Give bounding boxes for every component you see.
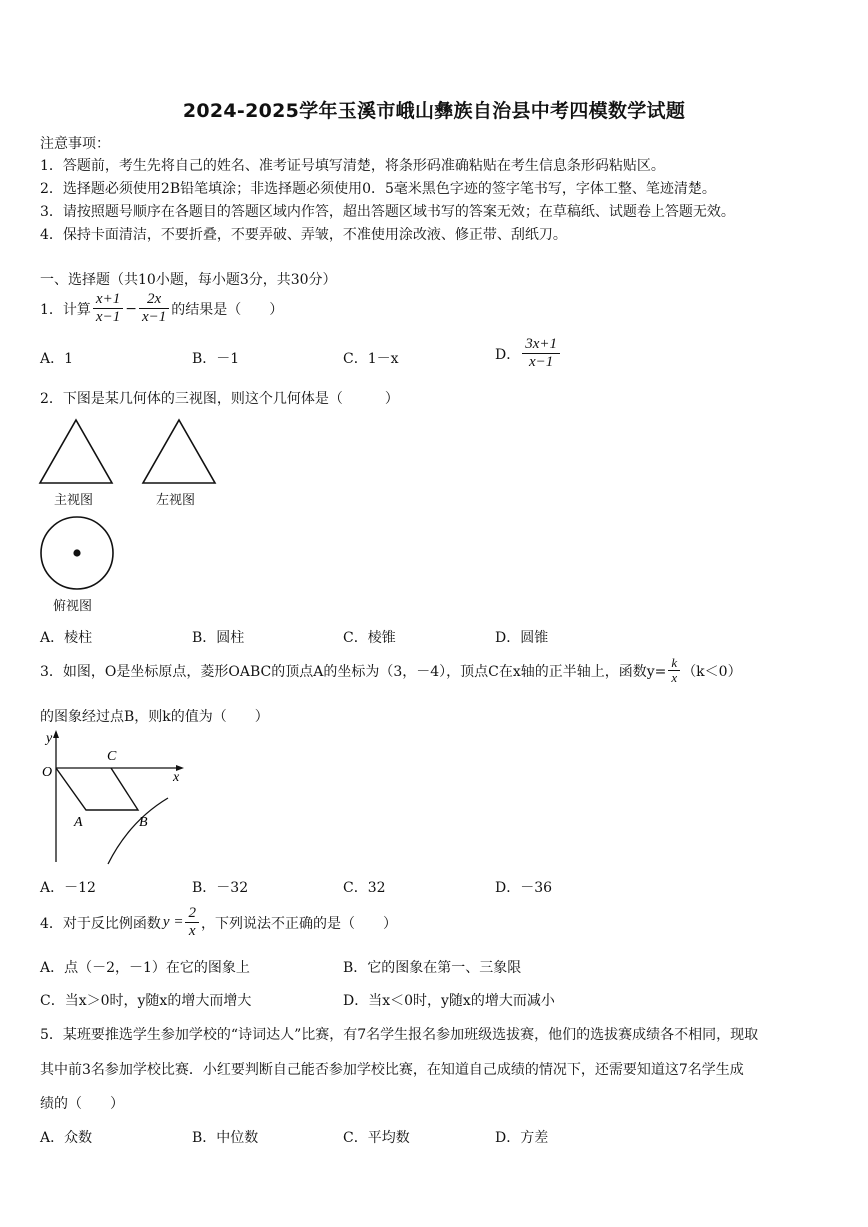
q4-fraction-numerator: 2 bbox=[185, 905, 199, 923]
q1-f2-denominator: x−1 bbox=[141, 309, 167, 325]
q1-fraction-2 bbox=[139, 291, 169, 326]
q4-fraction bbox=[185, 905, 199, 940]
question-3-line-2: 的图象经过点B，则k的值为（ ） bbox=[40, 709, 269, 725]
rhombus-oabc bbox=[56, 768, 138, 810]
q1-f1-denominator: x−1 bbox=[95, 309, 121, 325]
q1-f2-numerator: 2x bbox=[139, 291, 169, 309]
q4-y-equals: y = bbox=[162, 914, 184, 930]
y-axis-arrow bbox=[53, 730, 59, 738]
y-axis-label: y bbox=[46, 731, 53, 746]
front-view-triangle bbox=[40, 420, 112, 483]
question-4 bbox=[40, 905, 397, 940]
notice-item-1: 1．答题前，考生先将自己的姓名、准考证号填写清楚，将条形码准确粘贴在考生信息条形码粘贴区。 bbox=[40, 158, 665, 174]
q1-suffix: 的结果是（ ） bbox=[171, 301, 284, 318]
question-5-line-1: 5．某班要推选学生参加学校的“诗词达人”比赛，有7名学生报名参加班级选拔赛，他们的选拔赛成绩各不相同，现取 bbox=[40, 1027, 759, 1043]
q1-option-a[interactable]: A．1 bbox=[40, 351, 74, 367]
point-a-label: A bbox=[74, 815, 83, 830]
x-axis-label: x bbox=[173, 770, 180, 785]
q5-option-a[interactable]: A．众数 bbox=[40, 1130, 93, 1146]
question-2: 2．下图是某几何体的三视图，则这个几何体是（ ） bbox=[40, 391, 399, 407]
q1-prefix: 1．计算 bbox=[40, 301, 91, 318]
front-view-label: 主视图 bbox=[54, 493, 94, 508]
point-o-label: O bbox=[42, 765, 53, 780]
q1-option-b[interactable]: B．－1 bbox=[192, 351, 240, 367]
hyperbola-curve bbox=[108, 798, 168, 864]
question-5-line-2: 其中前3名参加学校比赛．小红要判断自己能否参加学校比赛，在知道自己成绩的情况下，还需要知道这7名学生成 bbox=[40, 1062, 744, 1078]
q3-text-a: 3．如图，O是坐标原点，菱形OABC的顶点A的坐标为（3，－4），顶点C在x轴的正半轴上，函数y= bbox=[40, 663, 667, 680]
question-5-line-3: 绩的（ ） bbox=[40, 1096, 124, 1112]
q4-prefix: 4．对于反比例函数 bbox=[40, 915, 161, 932]
top-view-label: 俯视图 bbox=[53, 599, 93, 614]
q1-option-d[interactable] bbox=[495, 336, 562, 371]
side-view-triangle bbox=[143, 420, 215, 483]
q4-option-c[interactable]: C．当x＞0时，y随x的增大而增大 bbox=[40, 993, 252, 1009]
q4-fraction-denominator: x bbox=[188, 923, 196, 939]
q3-fraction-numerator: k bbox=[668, 656, 680, 671]
q3-fraction-denominator: x bbox=[671, 670, 678, 685]
q1-f1-numerator: x+1 bbox=[93, 291, 123, 309]
point-c-label: C bbox=[107, 749, 117, 764]
rhombus-figure bbox=[38, 728, 188, 866]
q2-option-d[interactable]: D．圆锥 bbox=[495, 630, 549, 646]
question-1 bbox=[40, 291, 283, 326]
q3-text-b: （k＜0） bbox=[682, 663, 742, 680]
q3-option-c[interactable]: C．32 bbox=[343, 880, 386, 896]
q1-minus: − bbox=[125, 300, 137, 317]
point-b-label: B bbox=[139, 815, 148, 830]
notice-item-2: 2．选择题必须使用2B铅笔填涂；非选择题必须使用0．5毫米黑色字迹的签字笔书写，字体工整、笔迹清楚。 bbox=[40, 181, 716, 197]
q2-option-b[interactable]: B．圆柱 bbox=[192, 630, 245, 646]
q4-option-d[interactable]: D．当x＜0时，y随x的增大而减小 bbox=[343, 993, 555, 1009]
q3-fraction bbox=[668, 656, 680, 685]
q1-fraction-1 bbox=[93, 291, 123, 326]
q5-option-c[interactable]: C．平均数 bbox=[343, 1130, 410, 1146]
q4-option-b[interactable]: B．它的图象在第一、三象限 bbox=[343, 960, 522, 976]
q3-option-b[interactable]: B．－32 bbox=[192, 880, 249, 896]
side-view-label: 左视图 bbox=[156, 493, 196, 508]
notice-item-4: 4．保持卡面清洁，不要折叠，不要弄破、弄皱，不准使用涂改液、修正带、刮纸刀。 bbox=[40, 227, 567, 243]
q1-option-d-label: D． bbox=[495, 346, 521, 363]
q3-option-d[interactable]: D．－36 bbox=[495, 880, 553, 896]
q1-option-d-fraction bbox=[522, 336, 560, 371]
q4-option-a[interactable]: A．点（－2，－1）在它的图象上 bbox=[40, 960, 250, 976]
page-title: 2024-2025学年玉溪市峨山彝族自治县中考四模数学试题 bbox=[182, 100, 686, 122]
section-heading: 一、选择题（共10小题，每小题3分，共30分） bbox=[40, 272, 337, 288]
q1-d-denominator: x−1 bbox=[528, 354, 554, 370]
q5-option-b[interactable]: B．中位数 bbox=[192, 1130, 259, 1146]
q1-option-c[interactable]: C．1－x bbox=[343, 351, 399, 367]
q3-option-a[interactable]: A．－12 bbox=[40, 880, 96, 896]
notice-heading: 注意事项： bbox=[40, 136, 110, 152]
q2-option-a[interactable]: A．棱柱 bbox=[40, 630, 93, 646]
three-views-figure bbox=[36, 415, 226, 615]
q4-suffix: ，下列说法不正确的是（ ） bbox=[200, 915, 397, 932]
top-view-center-dot bbox=[73, 549, 80, 556]
question-3-line-1 bbox=[40, 656, 742, 685]
q5-option-d[interactable]: D．方差 bbox=[495, 1130, 549, 1146]
notice-item-3: 3．请按照题号顺序在各题目的答题区域内作答，超出答题区域书写的答案无效；在草稿纸、试题卷上答题无效。 bbox=[40, 204, 735, 220]
q1-d-numerator: 3x+1 bbox=[522, 336, 560, 354]
q2-option-c[interactable]: C．棱锥 bbox=[343, 630, 396, 646]
